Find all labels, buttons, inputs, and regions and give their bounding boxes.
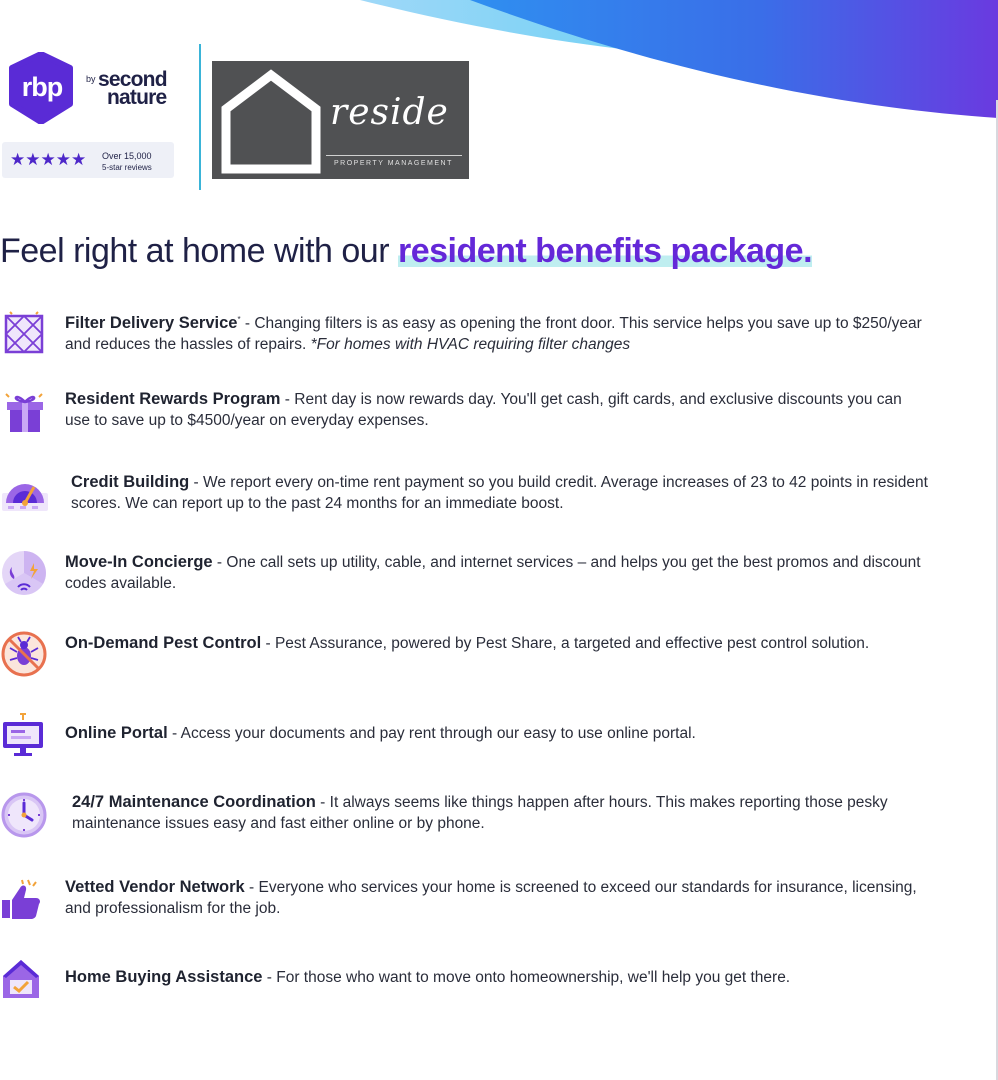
benefit-desc: Everyone who services your home is screened to exceed our standards for insurance, licensing, and professionalism for the job. [65, 879, 917, 917]
star-rating-icon: ★★★★★ [10, 150, 87, 169]
reside-wordmark: reside [330, 92, 449, 133]
clock-icon [0, 791, 48, 839]
benefit-desc: One call sets up utility, cable, and internet services – and helps you get the best promos and discount codes available. [65, 554, 921, 592]
rbp-mark: rbp [21, 72, 63, 102]
headline-accent: resident benefits package. [397, 232, 813, 270]
benefit-title: 24/7 Maintenance Coordination [72, 793, 316, 811]
benefit-title: Online Portal [65, 724, 168, 742]
credit-gauge-icon [0, 473, 50, 513]
benefit-desc: Changing filters is as easy as opening the front door. This service helps you save up to $250/year and reduces the hassles of repairs. [65, 315, 922, 354]
reside-subtitle: PROPERTY MANAGEMENT [334, 160, 453, 167]
benefit-sep: - [315, 794, 330, 811]
benefit-title: Credit Building [71, 473, 190, 491]
benefit-title: Vetted Vendor Network [65, 878, 245, 896]
benefit-sep: - [261, 635, 275, 652]
benefit-desc: Access your documents and pay rent through our easy to use online portal. [180, 725, 696, 742]
benefit-title: Move-In Concierge [65, 553, 213, 571]
benefit-desc: For those who want to move onto homeownership, we'll help you get there. [276, 969, 791, 986]
benefit-sep: - [280, 391, 295, 408]
reside-rule [326, 155, 462, 156]
benefit-title: Resident Rewards Program [65, 390, 281, 408]
benefit-sup: * [237, 315, 241, 324]
benefit-title: Home Buying Assistance [65, 968, 263, 986]
benefit-sep: - [262, 969, 277, 986]
headline [0, 232, 812, 271]
no-pest-icon [0, 630, 48, 678]
reviews-label: 5-star reviews [102, 163, 152, 172]
benefit-title: Filter Delivery Service [65, 314, 238, 333]
benefit-title: On-Demand Pest Control [65, 634, 262, 652]
benefit-sep: - [189, 474, 204, 491]
rbp-second: second [98, 68, 167, 91]
benefit-note: *For homes with HVAC requiring filter changes [310, 336, 631, 354]
benefit-desc: It always seems like things happen after hours. This makes reporting those pesky maintenance issues easy and fast either online or by phone. [72, 794, 888, 832]
benefit-sep: - [244, 879, 259, 896]
rbp-nature: nature [107, 86, 167, 109]
benefit-sep: - [212, 554, 227, 571]
gift-icon [4, 390, 46, 434]
utilities-icon [0, 549, 48, 597]
house-outline-icon [216, 67, 326, 177]
benefit-desc: Rent day is now rewards day. You'll get cash, gift cards, and exclusive discounts you can use to save up to $4500/year on everyday expenses. [65, 391, 902, 429]
benefit-sep: - [240, 315, 255, 333]
benefit-desc: We report every on-time rent payment so you build credit. Average increases of 23 to 42 points in resident scores. We can report up to the past 24 months for an immediate boost. [71, 474, 928, 512]
logo-divider [199, 44, 201, 190]
house-check-icon [0, 956, 42, 1002]
monitor-icon [0, 712, 46, 758]
benefit-desc: Pest Assurance, powered by Pest Share, a targeted and effective pest control solution. [274, 635, 870, 652]
thumbs-up-icon [0, 876, 44, 922]
benefit-sep: - [167, 725, 181, 742]
headline-prefix: Feel right at home with our [0, 232, 398, 270]
air-filter-icon [2, 310, 46, 354]
rbp-by: by [86, 74, 96, 84]
reviews-count: Over 15,000 [102, 151, 152, 161]
